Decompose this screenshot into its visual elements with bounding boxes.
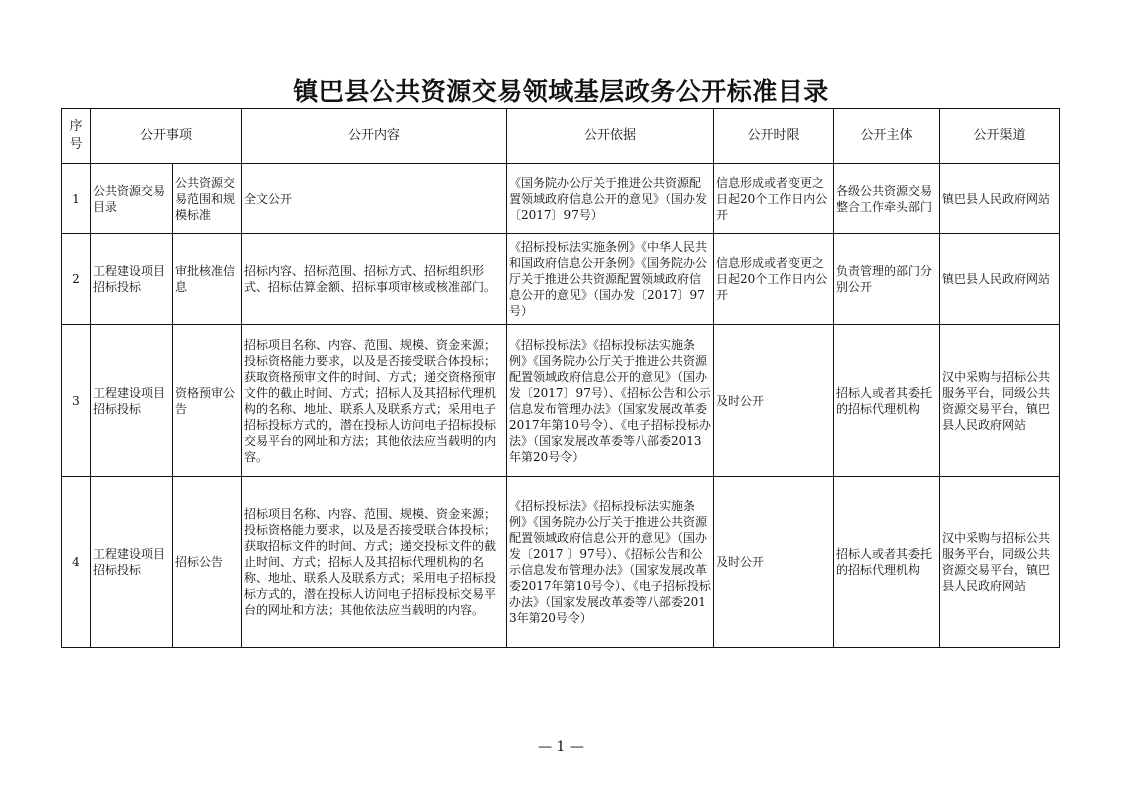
cell-channel: 汉中采购与招标公共服务平台，同级公共资源交易平台，镇巴县人民政府网站 [940, 325, 1060, 477]
cell-subject: 各级公共资源交易整合工作牵头部门 [834, 164, 940, 234]
table-row [62, 234, 1060, 325]
cell-item-category: 工程建设项目招标投标 [91, 477, 173, 648]
cell-subject: 负责管理的部门分别公开 [834, 234, 940, 325]
disclosure-catalog-table [61, 108, 1060, 648]
cell-item-subcategory: 招标公告 [173, 477, 242, 648]
cell-item-category: 工程建设项目招标投标 [91, 234, 173, 325]
cell-subject: 招标人或者其委托的招标代理机构 [834, 325, 940, 477]
header-seq: 序号 [62, 109, 91, 164]
header-channel: 公开渠道 [940, 109, 1060, 164]
page-title: 镇巴县公共资源交易领域基层政务公开标准目录 [293, 77, 829, 106]
cell-seq: 2 [62, 234, 91, 325]
cell-basis: 《招标投标法实施条例》《中华人民共和国政府信息公开条例》《国务院办公厅关于推进公共资源配置领域政府信息公开的意见》（国办发〔2017〕97号） [507, 234, 714, 325]
cell-basis: 《招标投标法》《招标投标法实施条例》《国务院办公厅关于推进公共资源配置领域政府信息公开的意见》（国办发〔2017 〕97号）、《招标公告和公示信息发布管理办法》（国家发展改革委2017年第10号令）、《电子招标投标办法》（国家发展改革委等八部委2013年第20号令） [507, 477, 714, 648]
cell-time: 及时公开 [714, 477, 834, 648]
page-number: — 1 — [538, 739, 584, 755]
cell-time: 及时公开 [714, 325, 834, 477]
cell-seq: 3 [62, 325, 91, 477]
cell-content: 招标项目名称、内容、范围、规模、资金来源；投标资格能力要求，以及是否接受联合体投标；获取资格预审文件的时间、方式；递交资格预审文件的截止时间、方式；招标人及其招标代理机构的名称、地址、联系人及联系方式；采用电子招标投标方式的，潜在投标人访问电子招标投标交易平台的网址和方法；其他依法应当载明的内容。 [242, 325, 507, 477]
cell-item-subcategory: 审批核准信息 [173, 234, 242, 325]
cell-time: 信息形成或者变更之日起20个工作日内公开 [714, 234, 834, 325]
header-item: 公开事项 [91, 109, 242, 164]
header-time: 公开时限 [714, 109, 834, 164]
cell-item-subcategory: 资格预审公告 [173, 325, 242, 477]
table-row [62, 477, 1060, 648]
table-row [62, 164, 1060, 234]
cell-seq: 1 [62, 164, 91, 234]
cell-channel: 镇巴县人民政府网站 [940, 234, 1060, 325]
cell-channel: 镇巴县人民政府网站 [940, 164, 1060, 234]
cell-item-category: 公共资源交易目录 [91, 164, 173, 234]
cell-subject: 招标人或者其委托的招标代理机构 [834, 477, 940, 648]
cell-content: 招标内容、招标范围、招标方式、招标组织形式、招标估算金额、招标事项审核或核准部门。 [242, 234, 507, 325]
cell-item-category: 工程建设项目招标投标 [91, 325, 173, 477]
cell-basis: 《招标投标法》《招标投标法实施条例》《国务院办公厅关于推进公共资源配置领域政府信息公开的意见》（国办发〔2017〕97号）、《招标公告和公示信息发布管理办法》（国家发展改革委2017年第10号令）、《电子招标投标办法》（国家发展改革委等八部委2013年第20号令） [507, 325, 714, 477]
cell-content: 招标项目名称、内容、范围、规模、资金来源；投标资格能力要求，以及是否接受联合体投标；获取招标文件的时间、方式；递交投标文件的截止时间、方式；招标人及其招标代理机构的名称、地址、联系人及联系方式；采用电子招标投标方式的，潜在投标人访问电子招标投标交易平台的网址和方法；其他依法应当载明的内容。 [242, 477, 507, 648]
cell-item-subcategory: 公共资源交易范围和规模标准 [173, 164, 242, 234]
table-row [62, 325, 1060, 477]
cell-seq: 4 [62, 477, 91, 648]
cell-content: 全文公开 [242, 164, 507, 234]
header-basis: 公开依据 [507, 109, 714, 164]
header-subject: 公开主体 [834, 109, 940, 164]
cell-time: 信息形成或者变更之日起20个工作日内公开 [714, 164, 834, 234]
cell-channel: 汉中采购与招标公共服务平台，同级公共资源交易平台，镇巴县人民政府网站 [940, 477, 1060, 648]
table-header-row [62, 109, 1060, 164]
header-content: 公开内容 [242, 109, 507, 164]
cell-basis: 《国务院办公厅关于推进公共资源配置领域政府信息公开的意见》（国办发〔2017〕97号） [507, 164, 714, 234]
